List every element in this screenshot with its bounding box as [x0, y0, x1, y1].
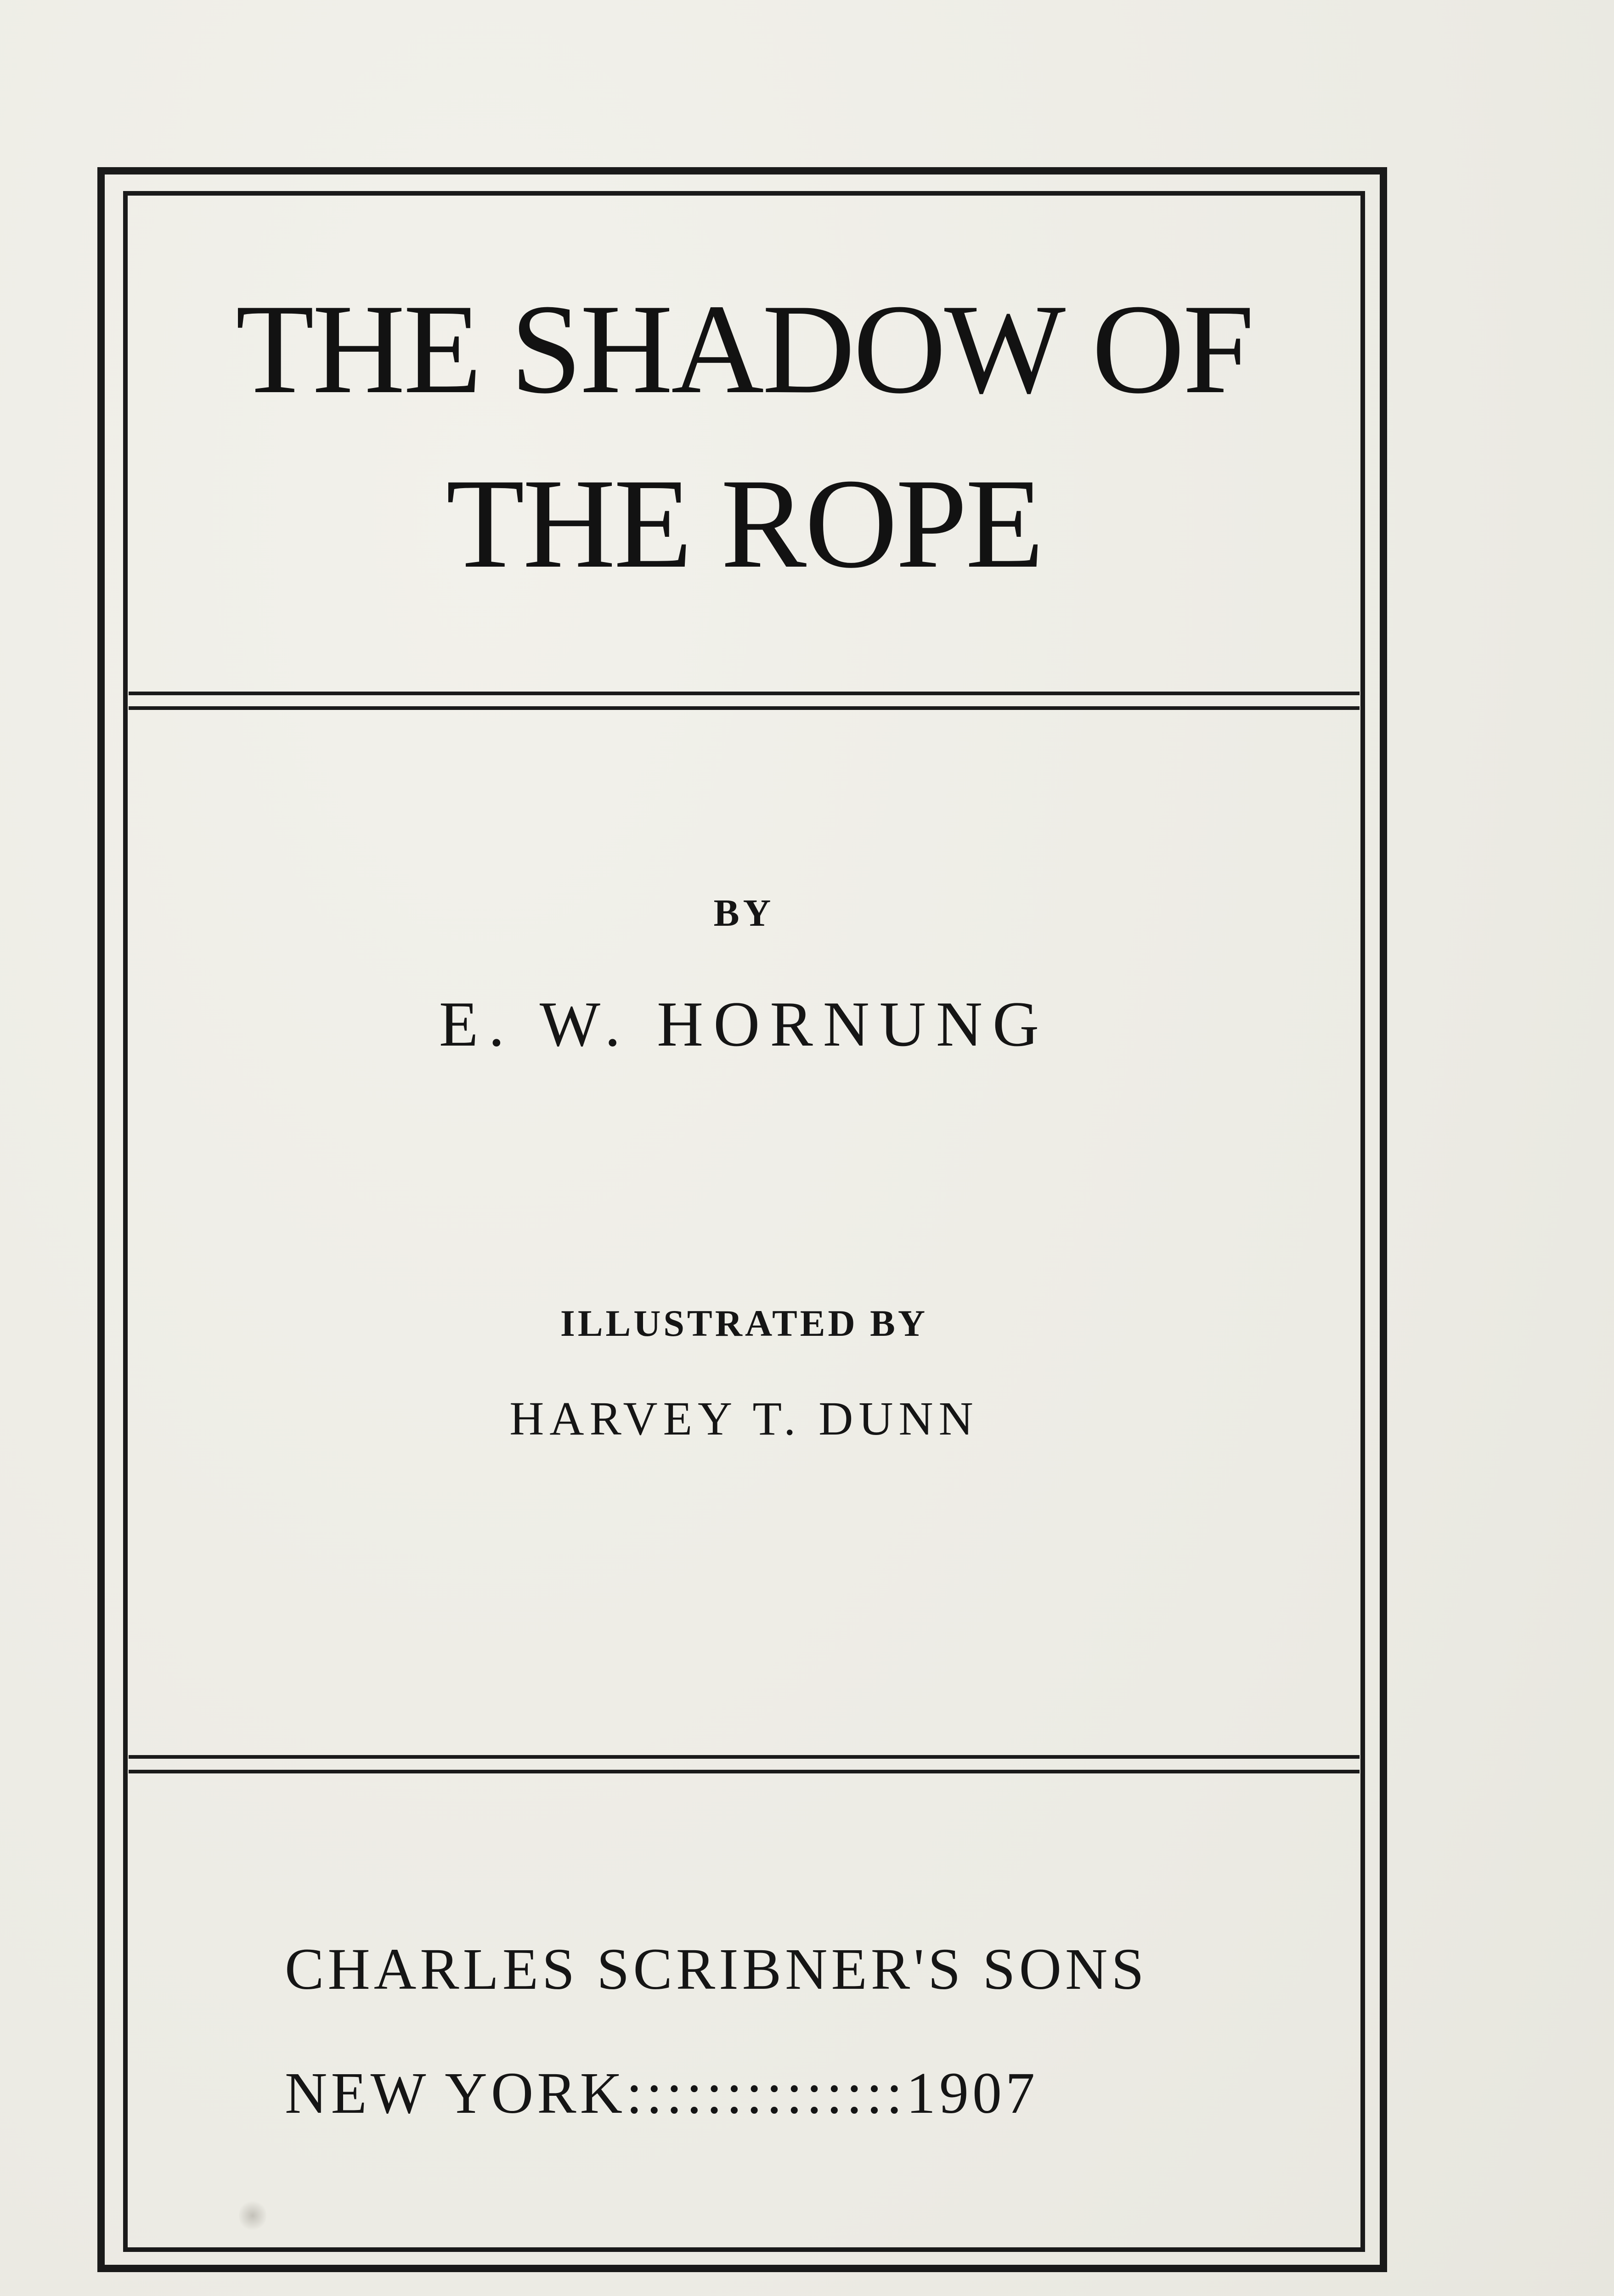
by-label: BY	[713, 892, 775, 934]
paper-speck	[239, 2200, 266, 2232]
imprint-line: NEW YORK::::::::::::::1907	[285, 2060, 1038, 2126]
bottom-double-rule	[129, 1755, 1360, 1773]
top-double-rule	[129, 692, 1360, 710]
illustrator-name: HARVEY T. DUNN	[509, 1392, 979, 1445]
illustrated-by-label: ILLUSTRATED BY	[560, 1302, 928, 1344]
author-name: E. W. HORNUNG	[439, 989, 1050, 1060]
book-title-line-1: THE SHADOW OF	[236, 277, 1253, 420]
publisher-name: CHARLES SCRIBNER'S SONS	[285, 1936, 1148, 2002]
book-title-line-2: THE ROPE	[446, 452, 1042, 595]
